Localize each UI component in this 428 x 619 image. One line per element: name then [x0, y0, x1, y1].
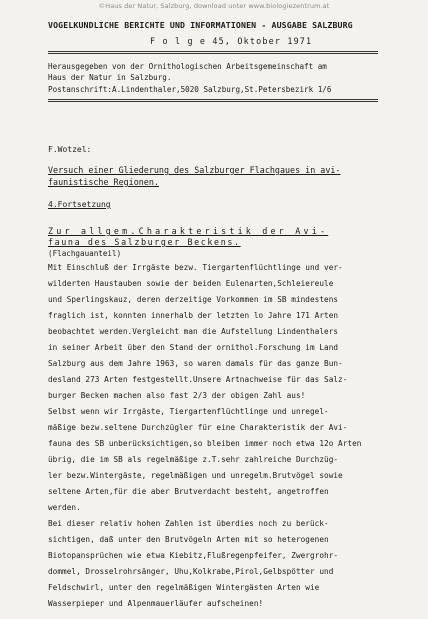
- watermark: ©Haus der Natur, Salzburg, download unter www.biologiezentrum.at: [98, 2, 330, 10]
- body-line: Salzburg aus dem Jahre 1963, so waren damals für das ganze Bun-: [48, 359, 343, 368]
- continuation-label: 4.Fortsetzung: [48, 200, 111, 209]
- newsletter-title: VOGELKUNDLICHE BERICHTE UND INFORMATIONEN - AUSGABE SALZBURG: [48, 20, 353, 30]
- body-line: Bei dieser relativ hohen Zahlen ist überdies noch zu berück-: [48, 519, 329, 528]
- postal-address: Postanschrift:A.Lindenthaler,5020 Salzburg,St.Petersbezirk 1/6: [48, 85, 332, 94]
- body-line: Selbst wenn wir Irrgäste, Tiergartenflüchtlinge und unregel-: [48, 407, 329, 416]
- publisher-line-1: Herausgegeben von der Ornithologischen Arbeitsgemeinschaft am: [48, 62, 327, 71]
- body-line: dommel, Drosselrohrsänger, Uhu,Kolkrabe,Pirol,Gelbspötter und: [48, 567, 334, 576]
- body-line: werden.: [48, 503, 81, 512]
- body-line: Biotopansprüchen wie etwa Kiebitz,Flußregenpfeifer, Zwergrohr-: [48, 551, 339, 560]
- body-line: wilderten Haustauben sowie der beiden Eulenarten,Schleiereule: [48, 279, 334, 288]
- body-line: ler bezw.Wintergäste, regelmäßigen und unregelm.Brutvögel sowie: [48, 471, 343, 480]
- article-title-line-1: Versuch einer Gliederung des Salzburger Flachgaues in avi-: [48, 165, 341, 175]
- body-line: Feldschwirl, unter den regelmäßigen Wintergästen Arten wie: [48, 583, 320, 592]
- body-line: mäßige bezw.seltene Durchzügler für eine Charakteristik der Avi-: [48, 423, 348, 432]
- body-line: sichtigen, daß unter den Brutvögeln Arten mit so heterogenen: [48, 535, 329, 544]
- body-line: beobachtet werden.Vergleicht man die Aufstellung Lindenthalers: [48, 327, 339, 336]
- issue-number: F o l g e 45, Oktober 1971: [150, 36, 313, 46]
- section-heading-line-1: Zur allgem.Charakteristik der Avi-: [48, 226, 329, 236]
- body-line: fauna des SB unberücksichtigen,so bleiben immer noch etwa 12o Arten: [48, 439, 362, 448]
- section-heading-line-2: fauna des Salzburger Beckens.: [48, 237, 241, 247]
- article-title-line-2: faunistische Regionen.: [48, 177, 159, 187]
- body-line: in seiner Arbeit über den Stand der ornithol.Forschung im Land: [48, 343, 339, 352]
- publisher-rule: [48, 99, 378, 102]
- body-line: burger Becken machen also fast 2/3 der obigen Zahl aus!: [48, 391, 306, 400]
- body-line: übrig, die im SB als regelmäßige z.T.sehr zahlreiche Durchzüg-: [48, 455, 339, 464]
- header-rule: [48, 51, 378, 54]
- body-line: desland 273 Arten festgestellt.Unsere Artnachweise für das Salz-: [48, 375, 348, 384]
- body-line: Mit Einschluß der Irrgäste bezw. Tiergartenflüchtlinge und ver-: [48, 263, 343, 272]
- body-line: seltene Arten,für die aber Brutverdacht besteht, angetroffen: [48, 487, 329, 496]
- body-line: Wasserpieper und Alpenmauerläufer aufscheinen!: [48, 599, 264, 608]
- body-line: fraglich ist, konnten innerhalb der letzten lo Jahre 171 Arten: [48, 311, 339, 320]
- section-note: (Flachgauanteil): [48, 249, 122, 258]
- author: F.Wotzel:: [48, 145, 92, 154]
- publisher-line-2: Haus der Natur in Salzburg.: [48, 73, 172, 82]
- body-line: und Sperlingskauz, deren derzeitige Vorkommen im SB mindestens: [48, 295, 339, 304]
